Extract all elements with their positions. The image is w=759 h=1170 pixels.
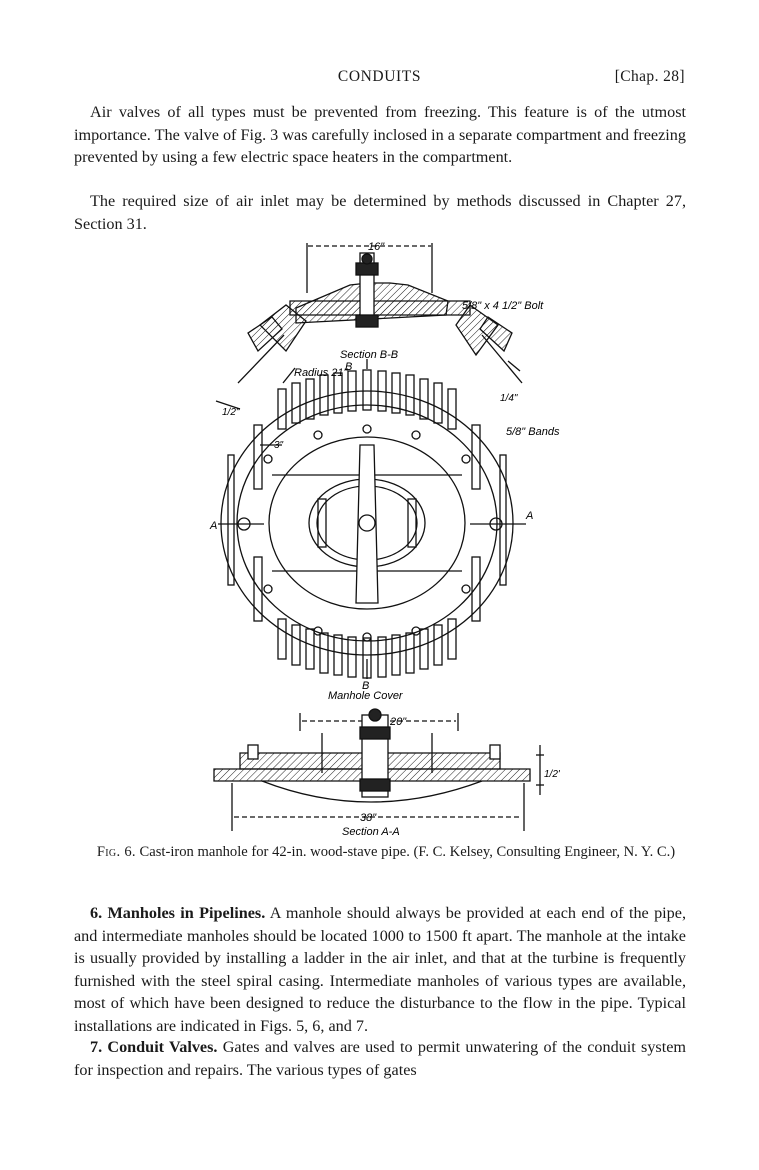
dim-3-label: 3"	[274, 440, 284, 451]
dim-half-left-label: 1/2"	[222, 407, 240, 418]
manhole-drawing	[200, 233, 560, 845]
manhole-figure	[200, 233, 560, 845]
b-top-label: B	[345, 361, 353, 373]
dim-quarter-right-label: 1/4"	[500, 393, 518, 404]
section-aa-label: Section A-A	[342, 826, 400, 838]
dim-half-side-label: 1/2"	[544, 769, 560, 780]
dim-16-label: 16"	[368, 241, 385, 253]
bolt-label: 5/8" x 4 1/2" Bolt	[462, 300, 544, 312]
section-bb-label: Section B-B	[340, 349, 399, 361]
paragraph-manholes	[74, 902, 686, 1037]
paragraph-conduit-valves	[74, 1036, 686, 1081]
section-bb-drawing	[216, 243, 522, 409]
bands-label: 5/8" Bands	[506, 426, 560, 438]
figure-caption	[86, 842, 686, 862]
b-bottom-label: B	[362, 680, 370, 692]
page-header	[0, 68, 759, 90]
section-heading-conduit-valves: 7. Conduit Valves.	[90, 1038, 218, 1056]
paragraph-conduit-valves-text: Gates and valves are used to permit unwatering of the conduit system for inspection and repairs. The various types of gates	[74, 1038, 686, 1079]
a-right-label: A	[526, 510, 534, 522]
paragraph-manholes-text: A manhole should always be provided at each end of the pipe, and intermediate manholes should be located 1000 to 1500 ft apart. The manhole at the intake is usually provided by installing a ladder in the air inlet, and that at the turbine is frequently furnished with the steel spiral casing. Intermediate manholes of various types are available, most of which have been designed to reduce the disturbance to the flow in the pipe. Typical installations are indicated in Figs. 5, 6, and 7.	[74, 904, 686, 1035]
chapter-label: [Chap. 28]	[614, 68, 685, 85]
radius-label: Radius 21"	[294, 367, 348, 379]
figure-number: Fig. 6.	[96, 844, 136, 860]
plan-view-drawing	[218, 359, 526, 679]
a-left-label: A	[210, 520, 218, 532]
paragraph-air-inlet-size: The required size of air inlet may be determined by methods discussed in Chapter 27, Section 31.	[74, 192, 686, 233]
dim-38-label: 38"	[360, 812, 377, 824]
section-aa-drawing	[214, 709, 544, 831]
running-title: CONDUITS	[337, 68, 422, 85]
paragraph-air-valves: Air valves of all types must be prevented from freezing. This feature is of the utmost importance. The valve of Fig. 3 was carefully inclosed in a separate compartment and freezing prevented by using a few electric space heaters in the compartment.	[74, 103, 686, 166]
section-heading-manholes: 6. Manholes in Pipelines.	[90, 904, 266, 922]
manhole-cover-label: Manhole Cover	[328, 690, 403, 702]
caption-text: Cast-iron manhole for 42-in. wood-stave pipe. (F. C. Kelsey, Consulting Engineer, N. Y. C.)	[135, 844, 676, 860]
dim-20-label: 20"	[390, 716, 407, 728]
